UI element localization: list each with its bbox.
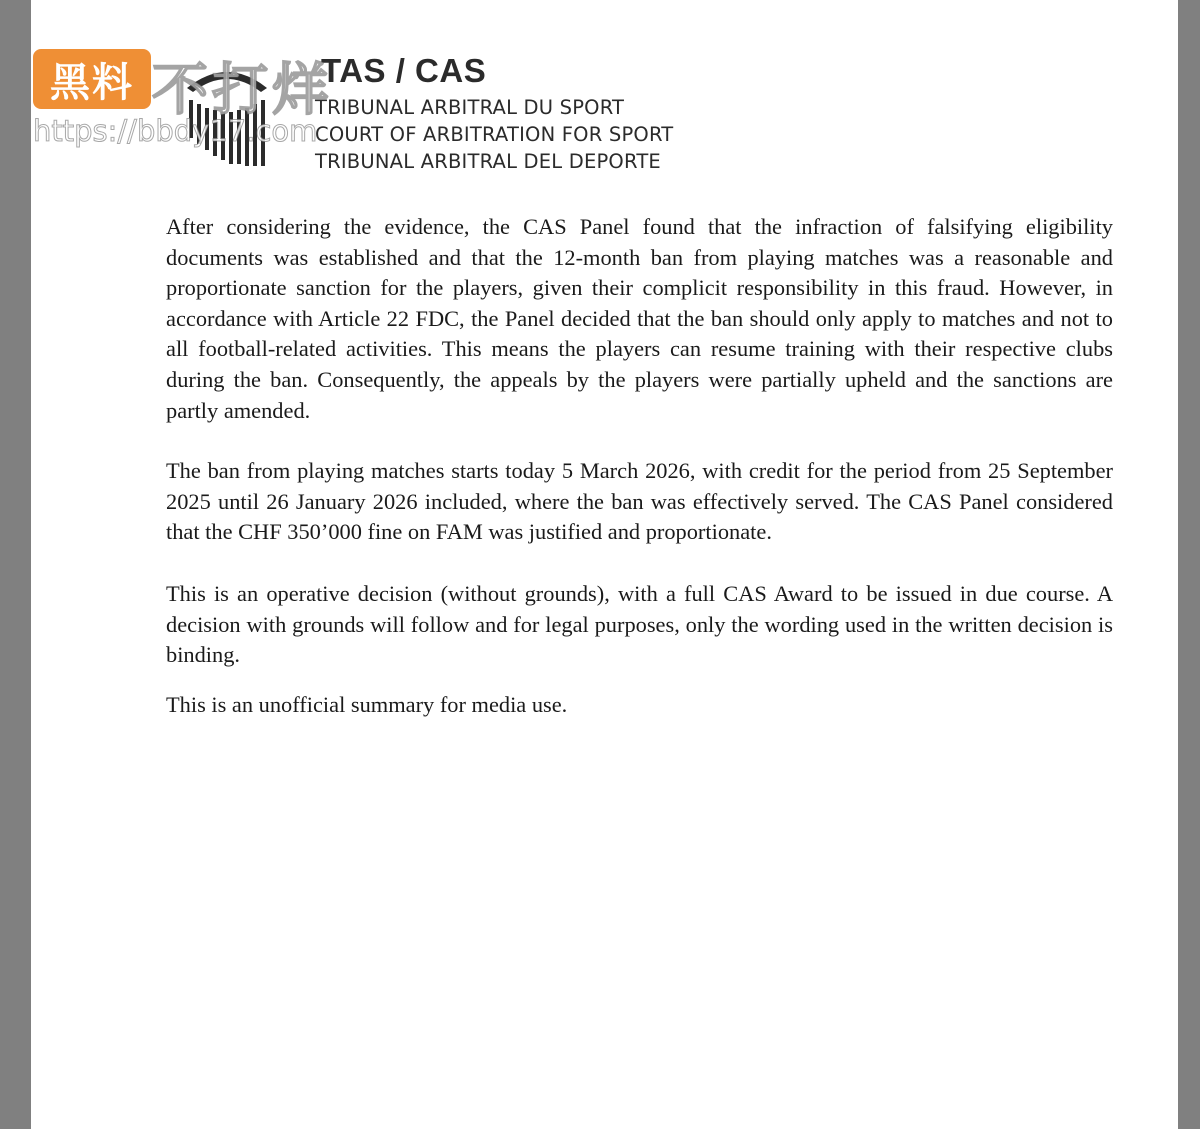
cas-title: TAS / CAS xyxy=(321,52,487,89)
cas-name-english: COURT OF ARBITRATION FOR SPORT xyxy=(315,123,674,146)
watermark-url: https://bbdy17.com xyxy=(33,114,318,148)
paragraph-operative-decision: This is an operative decision (without grounds), with a full CAS Award to be issued in due course. A decision with grounds will follow and for legal purposes, only the wording used in the written decision is binding. xyxy=(166,581,1113,668)
paragraph-ban-start: The ban from playing matches starts today 5 March 2026, with credit for the period from 25 September 2025 until 26 January 2026 included, where the ban was effectively served. The CAS Panel considered that the CHF 350’000 fine on FAM was justified and proportionate. xyxy=(166,458,1113,545)
paragraph-findings: After considering the evidence, the CAS Panel found that the infraction of falsifying eligibility documents was established and that the 12-month ban from playing matches was a reasonable and proportionate sanction for the players, given their complicit responsibility in this fraud. However, in accordance with Article 22 FDC, the Panel decided that the ban should only apply to matches and not to all football-related activities. This means the players can resume training with their respective clubs during the ban. Consequently, the appeals by the players were partially upheld and the sanctions are partly amended. xyxy=(166,214,1113,423)
cas-name-spanish: TRIBUNAL ARBITRAL DEL DEPORTE xyxy=(315,150,661,173)
cas-name-french: TRIBUNAL ARBITRAL DU SPORT xyxy=(315,96,625,119)
document-page xyxy=(31,0,1178,1129)
watermark-text: 不打烊 xyxy=(152,58,332,123)
paragraph-media-note: This is an unofficial summary for media use. xyxy=(166,692,568,717)
watermark-badge: 黑料 xyxy=(33,49,151,109)
